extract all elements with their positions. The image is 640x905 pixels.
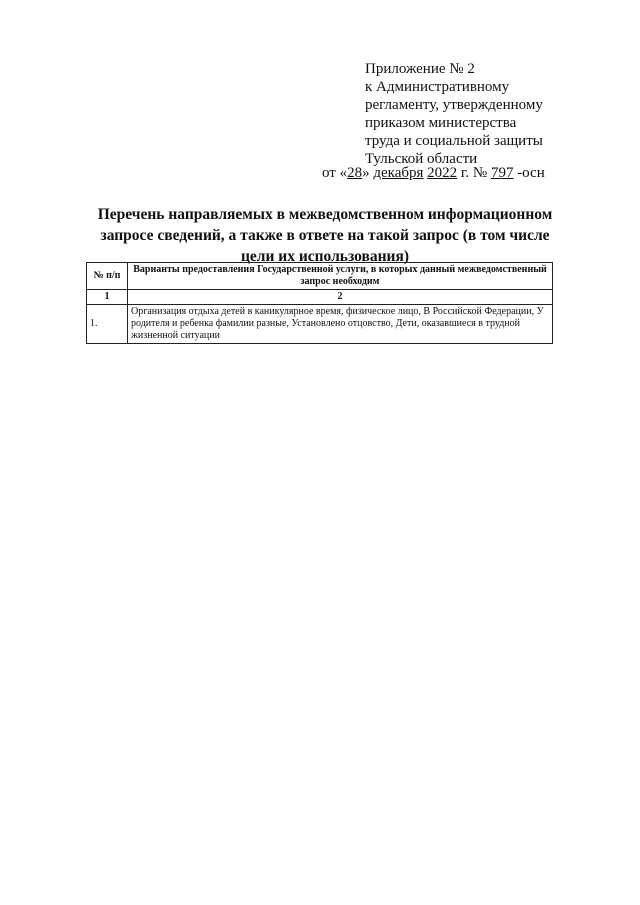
table-index-row (87, 290, 553, 305)
table-header-row (87, 263, 553, 290)
appendix-line: к Административному (365, 79, 510, 95)
document-title: Перечень направляемых в межведомственном информационном запросе сведений, а также в ответе на такой запрос (в том числе цели их использования) (97, 206, 553, 265)
order-reference (322, 165, 545, 182)
order-year: 2022 (427, 165, 458, 181)
index-cell: 2 (128, 290, 553, 305)
appendix-line: Тульской области (365, 151, 478, 167)
header-number: № п/п (87, 263, 128, 290)
appendix-line: приказом министерства (365, 115, 517, 131)
table-row (87, 305, 553, 344)
index-cell: 1 (87, 290, 128, 305)
row-text: Организация отдыха детей в каникулярное время, физическое лицо, В Российской Федерации, У родителя и ребенка фамилии разные, Установлено отцовство, Дети, оказавшиеся в трудной жизненной ситуации (128, 305, 553, 344)
appendix-line: Приложение № 2 (365, 61, 475, 77)
order-number: 797 (490, 165, 514, 181)
appendix-line: регламенту, утвержденному (365, 97, 543, 113)
order-suffix: -осн (517, 165, 545, 181)
appendix-block (365, 60, 615, 168)
order-prefix: от « (322, 165, 348, 181)
order-year-suffix: г. № (460, 165, 488, 181)
requests-table (86, 262, 553, 344)
order-month: декабря (373, 165, 424, 181)
appendix-line: труда и социальной защиты (365, 133, 543, 149)
order-day: 28 (347, 165, 363, 181)
header-variants: Варианты предоставления Государственной услуги, в которых данный межведомственный запрос необходим (128, 263, 553, 290)
order-quote-close: » (362, 165, 370, 181)
row-number: 1. (87, 305, 128, 344)
